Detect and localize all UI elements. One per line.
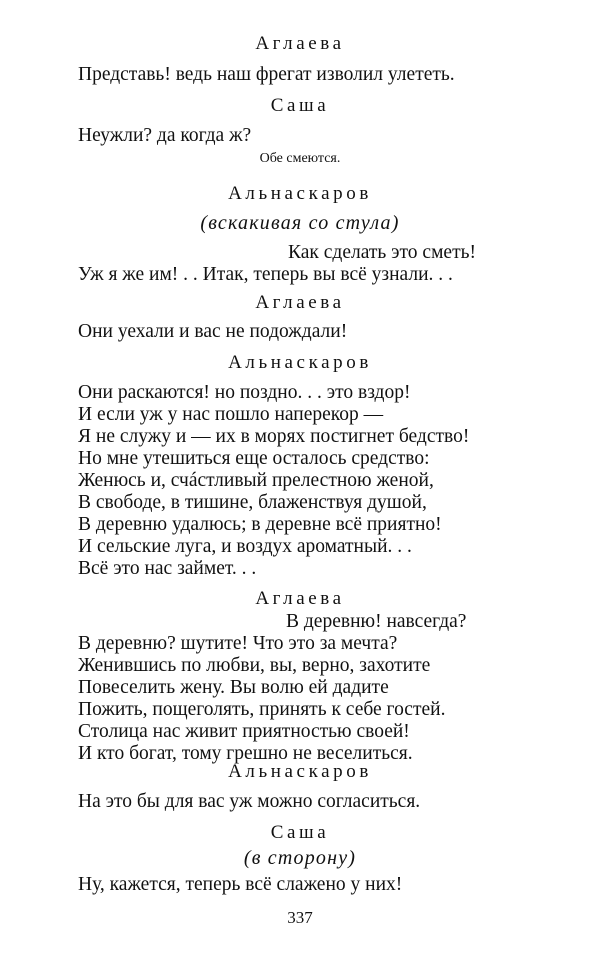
stage-direction: (вскакивая со стула) [200, 212, 400, 234]
verse-line: Женившись по любви, вы, верно, захотите [78, 655, 431, 676]
stage-direction: (в сторону) [243, 847, 357, 869]
verse-line: Они раскаются! но поздно. . . это вздор! [78, 382, 411, 403]
verse-line: Всё это нас займет. . . [78, 558, 257, 579]
verse-line: Но мне утешиться еще осталось средство: [78, 448, 430, 469]
speaker-name: Аглаева [255, 33, 345, 54]
verse-line: Неужли? да когда ж? [78, 125, 252, 146]
verse-line: Ну, кажется, теперь всё слажено у них! [78, 874, 403, 895]
verse-line: Столица нас живит приятностью своей! [78, 721, 410, 742]
speaker-name: Саша [270, 822, 330, 843]
stage-direction: Обе смеются. [259, 151, 341, 166]
speaker-name: Аглаева [255, 292, 345, 313]
verse-line: Уж я же им! . . Итак, теперь вы всё узнали. . . [78, 264, 453, 285]
verse-line: Они уехали и вас не подождали! [78, 321, 348, 342]
speaker-name: Аглаева [255, 588, 345, 609]
verse-line: В свободе, в тишине, блаженствуя душой, [78, 492, 427, 513]
verse-line: Представь! ведь наш фрегат изволил улететь. [78, 64, 455, 85]
speaker-name: Альнаскаров [228, 761, 372, 782]
verse-line: Как сделать это сметь! [288, 242, 476, 263]
verse-line: В деревню? шутите! Что это за мечта? [78, 633, 398, 654]
speaker-name: Альнаскаров [228, 352, 372, 373]
verse-line: В деревню! навсегда? [286, 611, 467, 632]
verse-line: Я не служу и — их в морях постигнет бедство! [78, 426, 470, 447]
verse-line: Повеселить жену. Вы волю ей дадите [78, 677, 389, 698]
verse-line: На это бы для вас уж можно согласиться. [78, 791, 421, 812]
verse-line: Пожить, пощеголять, принять к себе гостей. [78, 699, 446, 720]
verse-line: И кто богат, тому грешно не веселиться. [78, 743, 413, 764]
verse-line: Женюсь и, счáстливый прелестною женой, [78, 470, 434, 491]
speaker-name: Альнаскаров [228, 183, 372, 204]
verse-line: И сельские луга, и воздух ароматный. . . [78, 536, 412, 557]
verse-line: И если уж у нас пошло наперекор — [78, 404, 384, 425]
page-number: 337 [287, 908, 313, 927]
verse-line: В деревню удалюсь; в деревне всё приятно! [78, 514, 442, 535]
speaker-name: Саша [270, 95, 330, 116]
